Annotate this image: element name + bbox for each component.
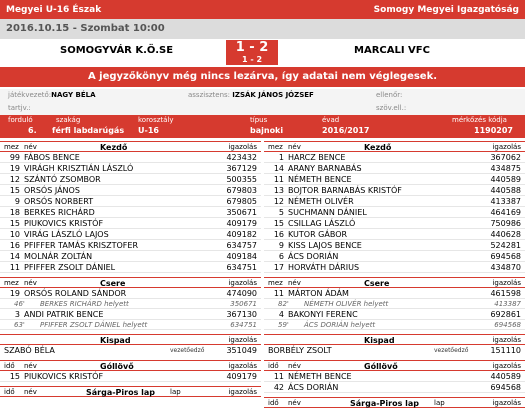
sub-minute: 82' [278, 300, 289, 308]
round-value: 6. [28, 126, 37, 135]
player-name[interactable]: NÉMETH BENCE [288, 175, 352, 184]
name-header: név [24, 362, 37, 370]
type-value: bajnoki [250, 126, 284, 135]
page-header [0, 0, 525, 19]
id-header: igazolás [228, 336, 257, 344]
starters-header [0, 141, 261, 152]
player-row[interactable] [264, 229, 525, 240]
scorers-title: Góllövő [364, 362, 398, 371]
player-id: 679803 [226, 186, 257, 195]
player-name[interactable]: BOJTOR BARNABÁS KRISTÓF [288, 186, 402, 195]
player-id: 750986 [490, 219, 521, 228]
player-name[interactable]: BERKES RICHÁRD [24, 208, 95, 217]
player-id: 634751 [226, 263, 257, 272]
name-header: név [24, 279, 37, 287]
player-number: 15 [273, 219, 284, 228]
player-name[interactable]: ORSÓS ROLAND SÁNDOR [24, 289, 127, 298]
coach-name[interactable]: SZABÓ BÉLA [4, 346, 55, 355]
player-name[interactable]: FÁBOS BENCE [24, 153, 80, 162]
player-number: 9 [14, 197, 20, 206]
sub-replaced: ÁCS DORIÁN helyett [304, 321, 376, 329]
id-header: igazolás [492, 143, 521, 151]
goal-minute: 15 [9, 372, 20, 381]
coach-row[interactable] [264, 345, 525, 356]
scorer-name[interactable]: NÉMETH BENCE [288, 372, 352, 381]
cards-header [264, 397, 525, 408]
referee-label: játékvezető: [8, 91, 52, 99]
sub-replaced-id: 350671 [230, 300, 257, 308]
player-row[interactable] [0, 229, 261, 240]
player-id: 434875 [490, 164, 521, 173]
mez-header: mez [4, 279, 19, 287]
scorer-id: 440589 [490, 372, 521, 381]
player-number: 17 [273, 263, 284, 272]
coach-name[interactable]: BORBÉLY ZSOLT [268, 346, 332, 355]
player-id: 409184 [226, 252, 257, 261]
coach-id: 351049 [226, 346, 257, 355]
sub-replaced: BERKES RICHÁRD helyett [40, 300, 129, 308]
player-row[interactable] [264, 207, 525, 218]
home-team-name[interactable]: SOMOGYVÁR K.Ö.SE [60, 45, 174, 56]
substitution-note [264, 299, 525, 309]
coach-id: 151110 [490, 346, 521, 355]
player-id: 434870 [490, 263, 521, 272]
scorer-id: 694568 [490, 383, 521, 392]
player-row[interactable] [0, 207, 261, 218]
player-number: 9 [278, 241, 284, 250]
goal-row[interactable] [0, 371, 261, 382]
player-row[interactable] [264, 262, 525, 273]
player-name[interactable]: SZÁNTÓ ZSOMBOR [24, 175, 101, 184]
player-row[interactable] [264, 218, 525, 229]
age-value: U-16 [138, 126, 159, 135]
cards-header [0, 386, 261, 397]
subs-header [0, 277, 261, 288]
scorer-name[interactable]: PIUKOVICS KRISTÓF [24, 372, 104, 381]
player-number: 12 [9, 175, 20, 184]
branch-header: szakág [56, 116, 81, 124]
id-header: igazolás [228, 362, 257, 370]
player-name[interactable]: VIRÁGH KRISZTIÁN LÁSZLÓ [24, 164, 134, 173]
player-name[interactable]: PFIFFER TAMÁS KRISZTOFER [24, 241, 138, 250]
player-number: 14 [9, 252, 20, 261]
id-header: igazolás [228, 143, 257, 151]
player-id: 367129 [226, 164, 257, 173]
sub-row[interactable] [0, 288, 261, 299]
bench-title: Kispad [100, 336, 131, 345]
player-id: 440589 [490, 175, 521, 184]
mez-header: mez [268, 143, 283, 151]
time-header: idő [268, 399, 279, 407]
player-row[interactable] [264, 174, 525, 185]
match-info-values [0, 125, 525, 138]
starters-title: Kezdő [364, 143, 392, 152]
organization-name: Somogy Megyei Igazgatóság [373, 4, 519, 15]
player-number: 18 [9, 208, 20, 217]
player-id: 440588 [490, 186, 521, 195]
coach-role: vezetőedző [170, 347, 205, 354]
type-header: típus [250, 116, 268, 124]
mez-header: mez [268, 279, 283, 287]
player-name[interactable]: SUCHMANN DÁNIEL [288, 208, 367, 217]
player-number: 15 [9, 219, 20, 228]
player-row[interactable] [264, 196, 525, 207]
subs-header [264, 277, 525, 288]
player-name[interactable]: ORSÓS JÁNOS [24, 186, 80, 195]
round-header: forduló [8, 116, 33, 124]
player-row[interactable] [0, 163, 261, 174]
name-header: név [288, 362, 301, 370]
home-team-sheet [0, 141, 261, 397]
player-id: 409182 [226, 230, 257, 239]
player-id: 350671 [226, 208, 257, 217]
player-name[interactable]: MOLNÁR ZOLTÁN [24, 252, 93, 261]
halftime-score: 1 - 2 [241, 55, 263, 64]
player-id: 413387 [490, 197, 521, 206]
cards-title: Sárga-Piros lap [86, 388, 156, 397]
player-number: 11 [273, 289, 284, 298]
season-header: évad [322, 116, 340, 124]
id-header: igazolás [492, 279, 521, 287]
time-header: idő [268, 362, 279, 370]
not-final-warning: A jegyzőkönyv még nincs lezárva, így adatai nem véglegesek. [0, 67, 525, 87]
player-id: 423432 [226, 153, 257, 162]
goal-minute: 11 [273, 372, 284, 381]
bench-header [0, 334, 261, 345]
goal-row[interactable] [264, 382, 525, 393]
player-number: 16 [9, 241, 20, 250]
player-number: 15 [9, 186, 20, 195]
player-name[interactable]: CSILLAG LÁSZLÓ [288, 219, 356, 228]
code-header: mérkőzés kódja [452, 116, 507, 124]
player-number: 1 [278, 153, 284, 162]
player-number: 5 [278, 208, 284, 217]
name-header: név [24, 388, 37, 396]
sub-minute: 46' [14, 300, 25, 308]
time-header: idő [4, 388, 15, 396]
scorers-title: Góllövő [100, 362, 134, 371]
player-number: 4 [278, 310, 284, 319]
controller-label: ellenőr: [376, 91, 403, 99]
cards-title: Sárga-Piros lap [350, 399, 420, 408]
sub-minute: 59' [278, 321, 289, 329]
player-id: 409179 [226, 219, 257, 228]
player-row[interactable] [264, 163, 525, 174]
name-header: név [288, 399, 301, 407]
player-row[interactable] [0, 185, 261, 196]
player-number: 3 [14, 310, 20, 319]
code-value: 1190207 [474, 126, 513, 135]
player-id: 524281 [490, 241, 521, 250]
id-header: igazolás [228, 388, 257, 396]
player-number: 11 [9, 263, 20, 272]
szov-label: szöv.ell.: [376, 104, 407, 112]
player-id: 464169 [490, 208, 521, 217]
player-id: 367062 [490, 153, 521, 162]
sub-replaced: PFIFFER ZSOLT DÁNIEL helyett [40, 321, 148, 329]
scorer-name[interactable]: ÁCS DORIÁN [288, 383, 339, 392]
card-type-header: lap [434, 399, 445, 407]
player-row[interactable] [0, 240, 261, 251]
final-score: 1 - 2 [235, 40, 269, 55]
player-name[interactable]: MÁRTON ÁDÁM [288, 289, 349, 298]
officials-row-2 [0, 102, 525, 115]
substitution-note [0, 299, 261, 309]
player-number: 14 [273, 164, 284, 173]
subs-title: Csere [100, 279, 126, 288]
player-name[interactable]: HORVÁTH DÁRIUS [288, 263, 360, 272]
scoreboard [226, 40, 278, 65]
branch-value: férfi labdarúgás [52, 126, 125, 135]
player-name[interactable]: KISS LAJOS BENCE [288, 241, 362, 250]
time-header: idő [4, 362, 15, 370]
player-name[interactable]: NÉMETH OLIVÉR [288, 197, 354, 206]
player-id: 679805 [226, 197, 257, 206]
player-number: 16 [273, 230, 284, 239]
tartj-label: tartjv.: [8, 104, 31, 112]
player-name[interactable]: KUTOR GÁBOR [288, 230, 348, 239]
player-row[interactable] [0, 174, 261, 185]
sub-replaced: NÉMETH OLIVÉR helyett [304, 300, 389, 308]
sub-row[interactable] [264, 288, 525, 299]
player-row[interactable] [264, 251, 525, 262]
id-header: igazolás [492, 399, 521, 407]
player-id: 692861 [490, 310, 521, 319]
season-value: 2016/2017 [322, 126, 370, 135]
player-id: 461598 [490, 289, 521, 298]
match-info-headers [0, 115, 525, 125]
goal-minute: 42 [273, 383, 284, 392]
card-type-header: lap [170, 388, 181, 396]
player-name[interactable]: HARCZ BENCE [288, 153, 346, 162]
player-id: 634757 [226, 241, 257, 250]
mez-header: mez [4, 143, 19, 151]
player-name[interactable]: BAKONYI FERENC [288, 310, 358, 319]
bench-header [264, 334, 525, 345]
away-team-name[interactable]: MARCALI VFC [354, 45, 430, 56]
player-number: 6 [278, 252, 284, 261]
age-header: korosztály [138, 116, 174, 124]
competition-title: Megyei U-16 Észak [6, 4, 102, 15]
referee-name: NAGY BÉLA [51, 91, 96, 99]
coach-role: vezetőedző [434, 347, 469, 354]
player-id: 694568 [490, 252, 521, 261]
player-row[interactable] [264, 240, 525, 251]
id-header: igazolás [228, 279, 257, 287]
sub-row[interactable] [0, 309, 261, 320]
sub-replaced-id: 413387 [494, 300, 521, 308]
sub-row[interactable] [264, 309, 525, 320]
sub-minute: 63' [14, 321, 25, 329]
player-number: 19 [9, 164, 20, 173]
player-name[interactable]: ARANY BARNABÁS [288, 164, 362, 173]
player-number: 19 [9, 289, 20, 298]
sub-replaced-id: 694568 [494, 321, 521, 329]
player-row[interactable] [264, 152, 525, 163]
player-id: 500355 [226, 175, 257, 184]
bench-title: Kispad [364, 336, 395, 345]
player-id: 367130 [226, 310, 257, 319]
player-row[interactable] [0, 262, 261, 273]
player-number: 11 [273, 175, 284, 184]
player-row[interactable] [264, 185, 525, 196]
player-name[interactable]: VIRÁG LÁSZLÓ LAJOS [24, 230, 109, 239]
starters-header [264, 141, 525, 152]
match-date: 2016.10.15 - Szombat 10:00 [0, 19, 525, 39]
subs-title: Csere [364, 279, 390, 288]
player-id: 440628 [490, 230, 521, 239]
starters-title: Kezdő [100, 143, 128, 152]
player-name[interactable]: PIUKOVICS KRISTÓF [24, 219, 104, 228]
officials-row-1 [0, 89, 525, 102]
sub-replaced-id: 634751 [230, 321, 257, 329]
player-name[interactable]: ORSÓS NORBERT [24, 197, 94, 206]
player-number: 10 [9, 230, 20, 239]
substitution-note [0, 320, 261, 330]
scorer-id: 409179 [226, 372, 257, 381]
scorers-header [264, 360, 525, 371]
player-row[interactable] [0, 251, 261, 262]
name-header: név [288, 279, 301, 287]
match-summary [0, 39, 525, 66]
player-name[interactable]: ANDI PATRIK BENCE [24, 310, 104, 319]
player-number: 13 [273, 186, 284, 195]
name-header: név [24, 143, 37, 151]
substitution-note [264, 320, 525, 330]
away-team-sheet [264, 141, 525, 408]
assistant-names: IZSÁK JÁNOS JÓZSEF [232, 91, 314, 99]
player-name[interactable]: ÁCS DORIÁN [288, 252, 339, 261]
id-header: igazolás [492, 362, 521, 370]
goal-row[interactable] [264, 371, 525, 382]
player-name[interactable]: PFIFFER ZSOLT DÁNIEL [24, 263, 116, 272]
player-number: 12 [273, 197, 284, 206]
player-row[interactable] [0, 218, 261, 229]
coach-row[interactable] [0, 345, 261, 356]
player-row[interactable] [0, 152, 261, 163]
assistant-label: asszisztens: [188, 91, 231, 99]
name-header: név [288, 143, 301, 151]
id-header: igazolás [492, 336, 521, 344]
scorers-header [0, 360, 261, 371]
player-number: 99 [9, 153, 20, 162]
player-id: 474090 [226, 289, 257, 298]
player-row[interactable] [0, 196, 261, 207]
